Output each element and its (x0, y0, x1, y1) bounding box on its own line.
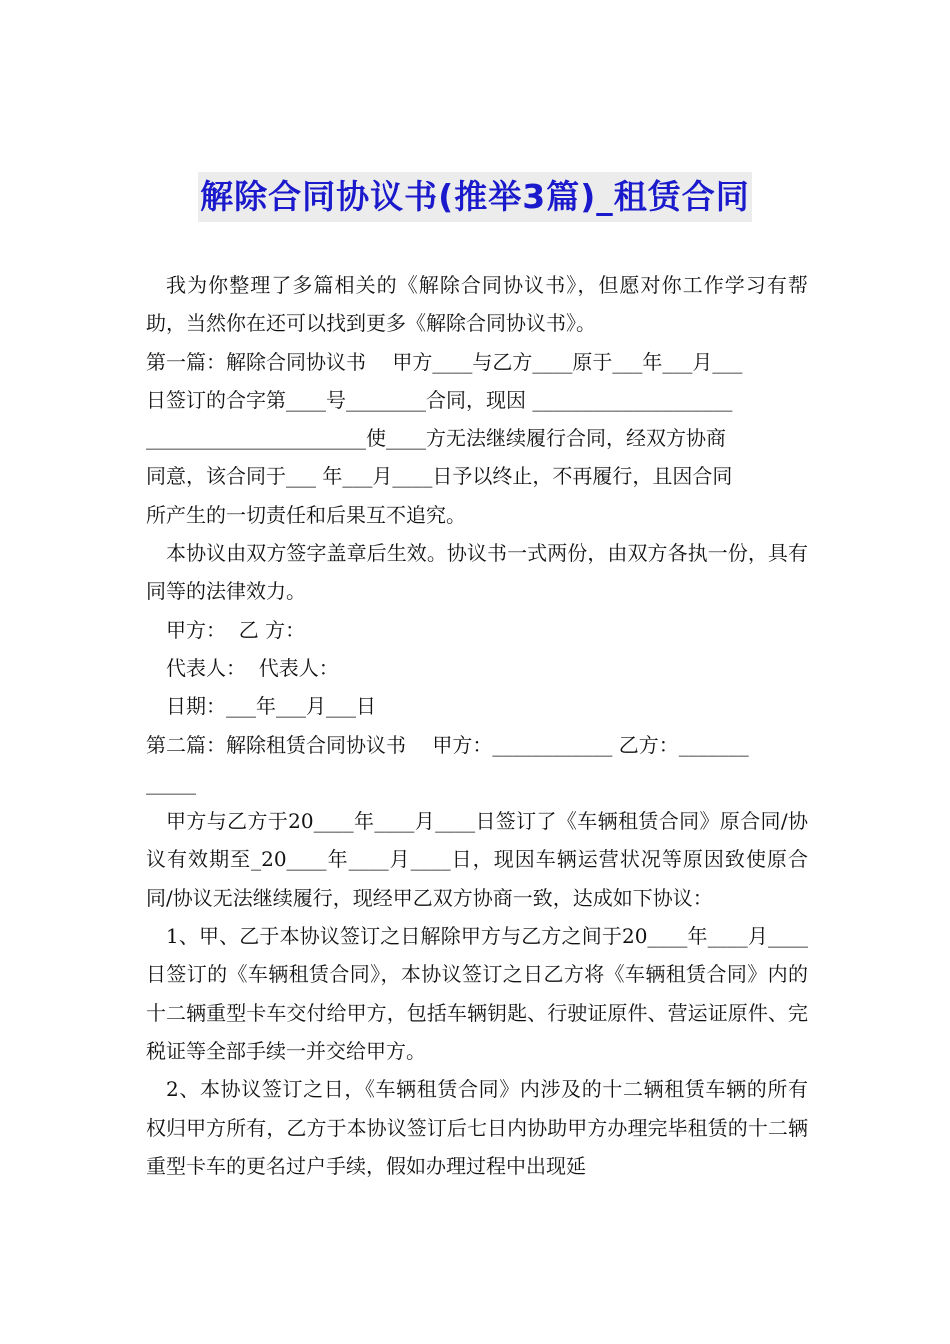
part2-heading-line-2: _____ (146, 770, 196, 795)
document-title-wrap (0, 172, 950, 222)
document-body (146, 266, 808, 1185)
part1-line-3: ______________________使____方无法继续履行合同，经双方协商 (146, 426, 726, 451)
part1-line-1: 第一篇：解除合同协议书 甲方____与乙方____原于___年___月___ (146, 349, 743, 374)
part1-sign-representatives: 代表人： 代表人： (166, 655, 339, 680)
part1-sign-parties: 甲方： 乙 方： (166, 617, 306, 642)
part2-item-1: 1、甲、乙于本协议签订之日解除甲方与乙方之间于20____年____月____日签订的《车辆租赁合同》，本协议签订之日乙方将《车辆租赁合同》内的十二辆重型卡车交付给甲方，包括车辆钥匙、行驶证原件、营运证原件、完税证等全部手续一并交给甲方。 (146, 924, 808, 1063)
part2-heading-line-1: 第二篇：解除租赁合同协议书 甲方：____________ 乙方：_______ (146, 732, 749, 757)
intro-paragraph: 我为你整理了多篇相关的《解除合同协议书》，但愿对你工作学习有帮助，当然你在还可以找到更多《解除合同协议书》。 (146, 273, 808, 336)
part1-line-5: 所产生的一切责任和后果互不追究。 (146, 502, 466, 527)
part1-effect-paragraph: 本协议由双方签字盖章后生效。协议书一式两份，由双方各执一份，具有同等的法律效力。 (146, 541, 808, 604)
part2-item-2: 2、本协议签订之日，《车辆租赁合同》内涉及的十二辆租赁车辆的所有权归甲方所有，乙方于本协议签订后七日内协助甲方办理完毕租赁的十二辆重型卡车的更名过户手续，假如办理过程中出现延 (146, 1077, 808, 1178)
document-title: 解除合同协议书(推举3篇)_租赁合同 (198, 172, 752, 222)
part2-paragraph: 甲方与乙方于20____年____月____日签订了《车辆租赁合同》原合同/协议有效期至_20____年____月____日，现因车辆运营状况等原因致使原合同/协议无法继续履行，现经甲乙双方协商一致，达成如下协议： (146, 809, 808, 910)
part1-line-4: 同意，该合同于___ 年___月____日予以终止，不再履行，且因合同 (146, 464, 733, 489)
part1-line-2: 日签订的合字第____号________合同，现因 ____________________ (146, 387, 733, 412)
part1-sign-date: 日期：___年___月___日 (166, 694, 376, 719)
